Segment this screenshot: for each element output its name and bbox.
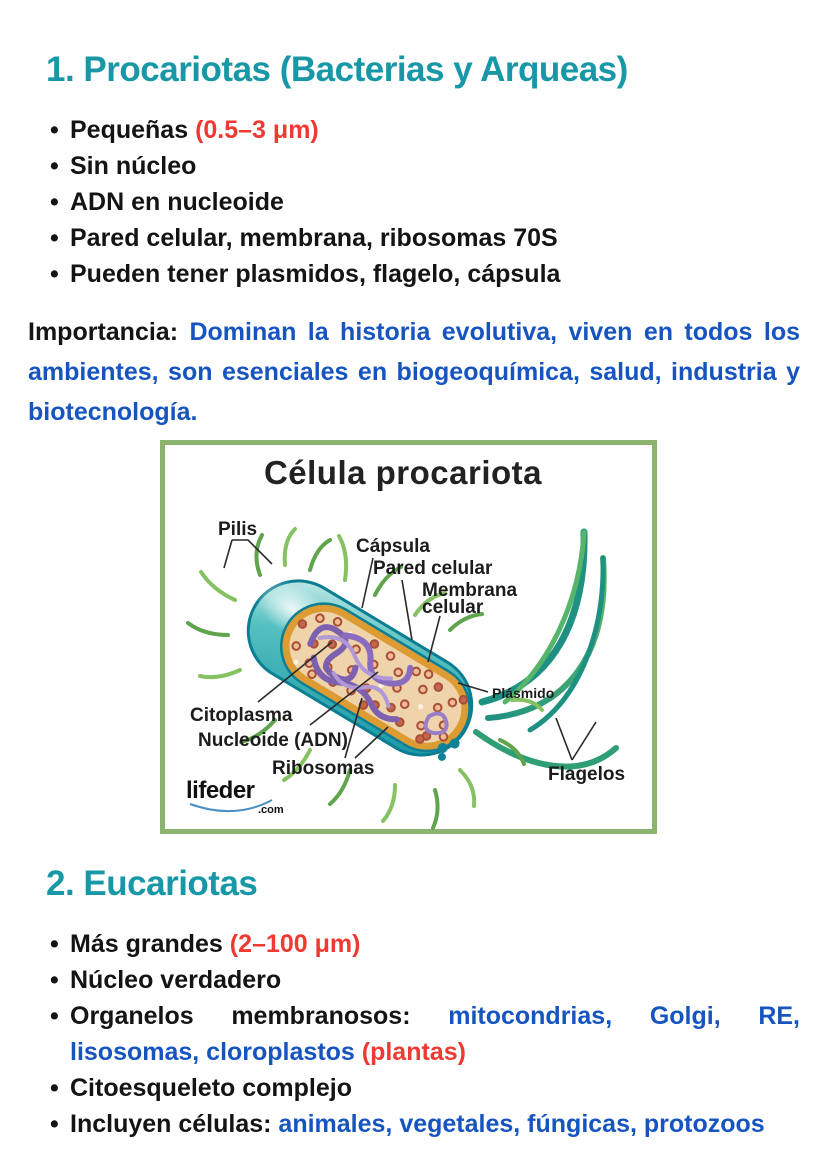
diagram-label-flagelos: Flagelos xyxy=(548,764,626,785)
bullet-text: Pueden tener plasmidos, flagelo, cápsula xyxy=(70,260,561,288)
list-item xyxy=(50,220,800,256)
bullet-dot: • xyxy=(50,930,59,958)
section2-title: 2. Eucariotas xyxy=(46,864,258,903)
diagram-label-membrana-2: celular xyxy=(422,597,484,618)
list-item xyxy=(50,256,800,292)
diagram-label-nucleoide: Nucleoide (ADN) xyxy=(198,730,348,751)
bullet-dot: • xyxy=(50,188,59,216)
diagram-label-pared-celular: Pared celular xyxy=(373,558,493,579)
bullet-dot: • xyxy=(50,224,59,252)
section2-bullet-list xyxy=(50,926,800,1142)
bullet-dot: • xyxy=(50,152,59,180)
bullet-size-range: (0.5–3 μm) xyxy=(195,116,319,144)
cell-diagram-svg xyxy=(160,440,657,834)
list-item xyxy=(50,1106,800,1142)
list-item xyxy=(50,926,800,962)
list-item xyxy=(50,184,800,220)
bullet-cell-types: animales, vegetales, fúngicas, protozoos xyxy=(278,1110,765,1138)
bullet-dot: • xyxy=(50,966,59,994)
diagram-label-capsula: Cápsula xyxy=(356,536,430,557)
importance-paragraph xyxy=(28,312,800,432)
section1-title: 1. Procariotas (Bacterias y Arqueas) xyxy=(46,50,628,89)
bullet-dot: • xyxy=(50,1110,59,1138)
list-item xyxy=(50,998,800,1070)
bullet-dot: • xyxy=(50,260,59,288)
bullet-label: Organelos membranosos: xyxy=(70,1002,449,1030)
logo-suffix: .com xyxy=(258,804,284,816)
diagram-label-citoplasma: Citoplasma xyxy=(190,705,293,726)
importance-label: Importancia: xyxy=(28,318,190,346)
bullet-dot: • xyxy=(50,116,59,144)
bullet-plants-note: (plantas) xyxy=(361,1038,466,1066)
list-item xyxy=(50,112,800,148)
logo-text: lifeder xyxy=(186,777,255,804)
diagram-title: Célula procariota xyxy=(263,454,543,491)
bullet-text: Más grandes xyxy=(70,930,230,958)
bullet-text: Núcleo verdadero xyxy=(70,966,282,994)
list-item xyxy=(50,148,800,184)
bullet-text: ADN en nucleoide xyxy=(70,188,284,216)
bullet-dot: • xyxy=(50,1002,59,1030)
diagram-label-ribosomas: Ribosomas xyxy=(272,758,375,779)
bullet-text: Sin núcleo xyxy=(70,152,197,180)
list-item xyxy=(50,1070,800,1106)
bullet-dot: • xyxy=(50,1074,59,1102)
diagram-label-plasmido: Plásmido xyxy=(492,685,555,701)
prokaryote-cell-diagram xyxy=(160,440,657,834)
importance-text: Dominan la historia evolutiva, viven en todos los ambientes, son esenciales en biogeoquímica, salud, industria y biotecnología. xyxy=(28,318,800,426)
bullet-size-range: (2–100 μm) xyxy=(229,930,361,958)
diagram-label-pilis: Pilis xyxy=(218,519,258,540)
bullet-text: Pared celular, membrana, ribosomas 70S xyxy=(70,224,558,252)
bullet-text: Pequeñas xyxy=(70,116,196,144)
list-item xyxy=(50,962,800,998)
bullet-label: Incluyen células: xyxy=(70,1110,279,1138)
section1-bullet-list xyxy=(50,112,800,292)
bullet-text: Citoesqueleto complejo xyxy=(70,1074,352,1102)
diagram-label-membrana: Membrana xyxy=(422,580,518,601)
bullet-organelles: mitocondrias, Golgi, RE, lisosomas, cloroplastos xyxy=(70,1002,800,1066)
